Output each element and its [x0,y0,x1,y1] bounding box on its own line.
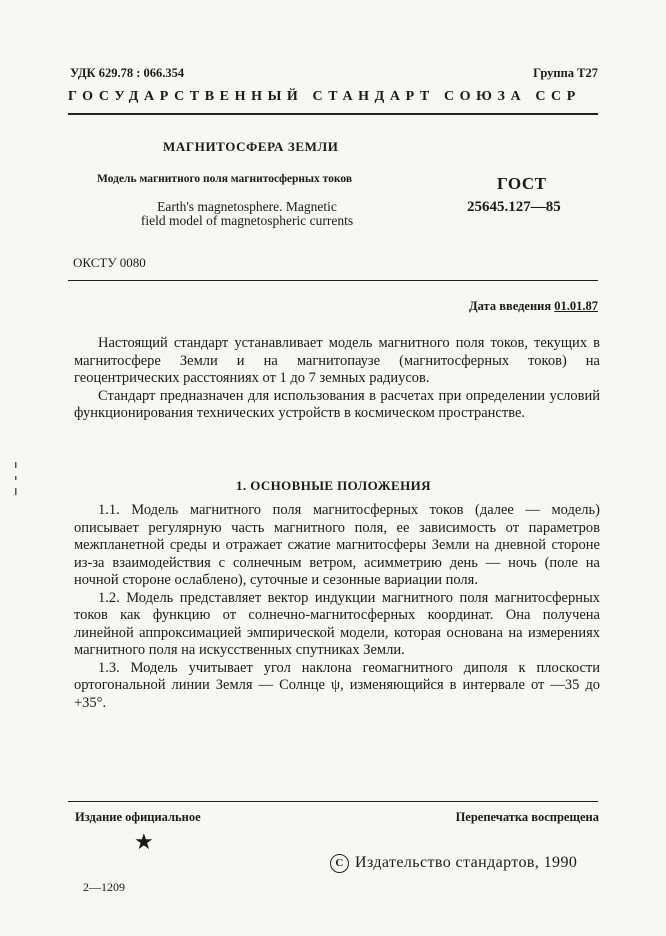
section-body [74,502,600,712]
document-title: МАГНИТОСФЕРА ЗЕМЛИ [163,139,339,154]
gost-number: 25645.127—85 [467,199,561,215]
publisher-name: Издательство стандартов, 1990 [355,854,578,871]
margin-marks [14,460,18,500]
intro-block [74,335,600,423]
oksty-code: ОКСТУ 0080 [73,255,146,270]
english-title [112,200,382,228]
copyright-line [330,854,577,873]
udk-code: УДК 629.78 : 066.354 [70,66,185,80]
section-paragraph: 1.1. Модель магнитного поля магнитосферных токов (далее — модель) описывает регулярную часть магнитного поля, ее зависимость от параметров межпланетной среды и отражает сжатие магнитосферы Земли на дневной стороне из-за взаимодействия с солнечным ветром, асимметрию день — ночь (поле на ночной стороне ослаблено), суточные и сезонные вариации поля. [74,502,600,588]
intro-date-label: Дата введения [469,299,552,313]
title-block-rule [68,280,598,281]
intro-paragraph: Настоящий стандарт устанавливает модель магнитного поля токов, текущих в магнитосфере Земли и на магнитопаузе (магнитосферных токов) на геоцентрических расстояниях от 1 до 7 земных радиусов. [74,335,600,386]
english-title-line-2: field model of magnetospheric currents [140,213,354,228]
section-paragraph: 1.2. Модель представляет вектор индукции магнитного поля магнитосферных токов как функцию от солнечно-магнитосферных координат. Она получена линейной аппроксимацией эмпирической модели, которая основана на измерениях магнитного поля на искусственных спутниках Земли. [74,589,600,658]
state-standard-heading: ГОСУДАРСТВЕННЫЙ СТАНДАРТ СОЮЗА ССР [68,89,581,104]
official-edition: Издание официальное [75,810,201,824]
print-code: 2—1209 [83,880,125,894]
reprint-notice: Перепечатка воспрещена [455,810,599,824]
intro-paragraph: Стандарт предназначен для использования в расчетах при определении условий функционирования технических устройств в космическом пространстве. [74,387,600,421]
intro-date-value: 01.01.87 [554,299,598,313]
footer-rule [68,801,598,802]
section-heading: 1. ОСНОВНЫЕ ПОЛОЖЕНИЯ [236,478,431,493]
intro-date [469,299,598,314]
document-subtitle: Модель магнитного поля магнитосферных токов [97,173,353,185]
header-rule [68,113,598,115]
copyright-icon: С [330,854,349,873]
star-icon: ★ [134,829,154,854]
gost-label: ГОСТ [497,174,547,193]
english-title-line-1: Earth's magnetosphere. Magnetic [157,199,337,214]
group-code: Группа Т27 [533,66,598,80]
section-paragraph: 1.3. Модель учитывает угол наклона геомагнитного диполя к плоскости ортогональной линии Земля — Солнце ψ, изменяющийся в интервале от —35 до +35°. [74,659,600,711]
